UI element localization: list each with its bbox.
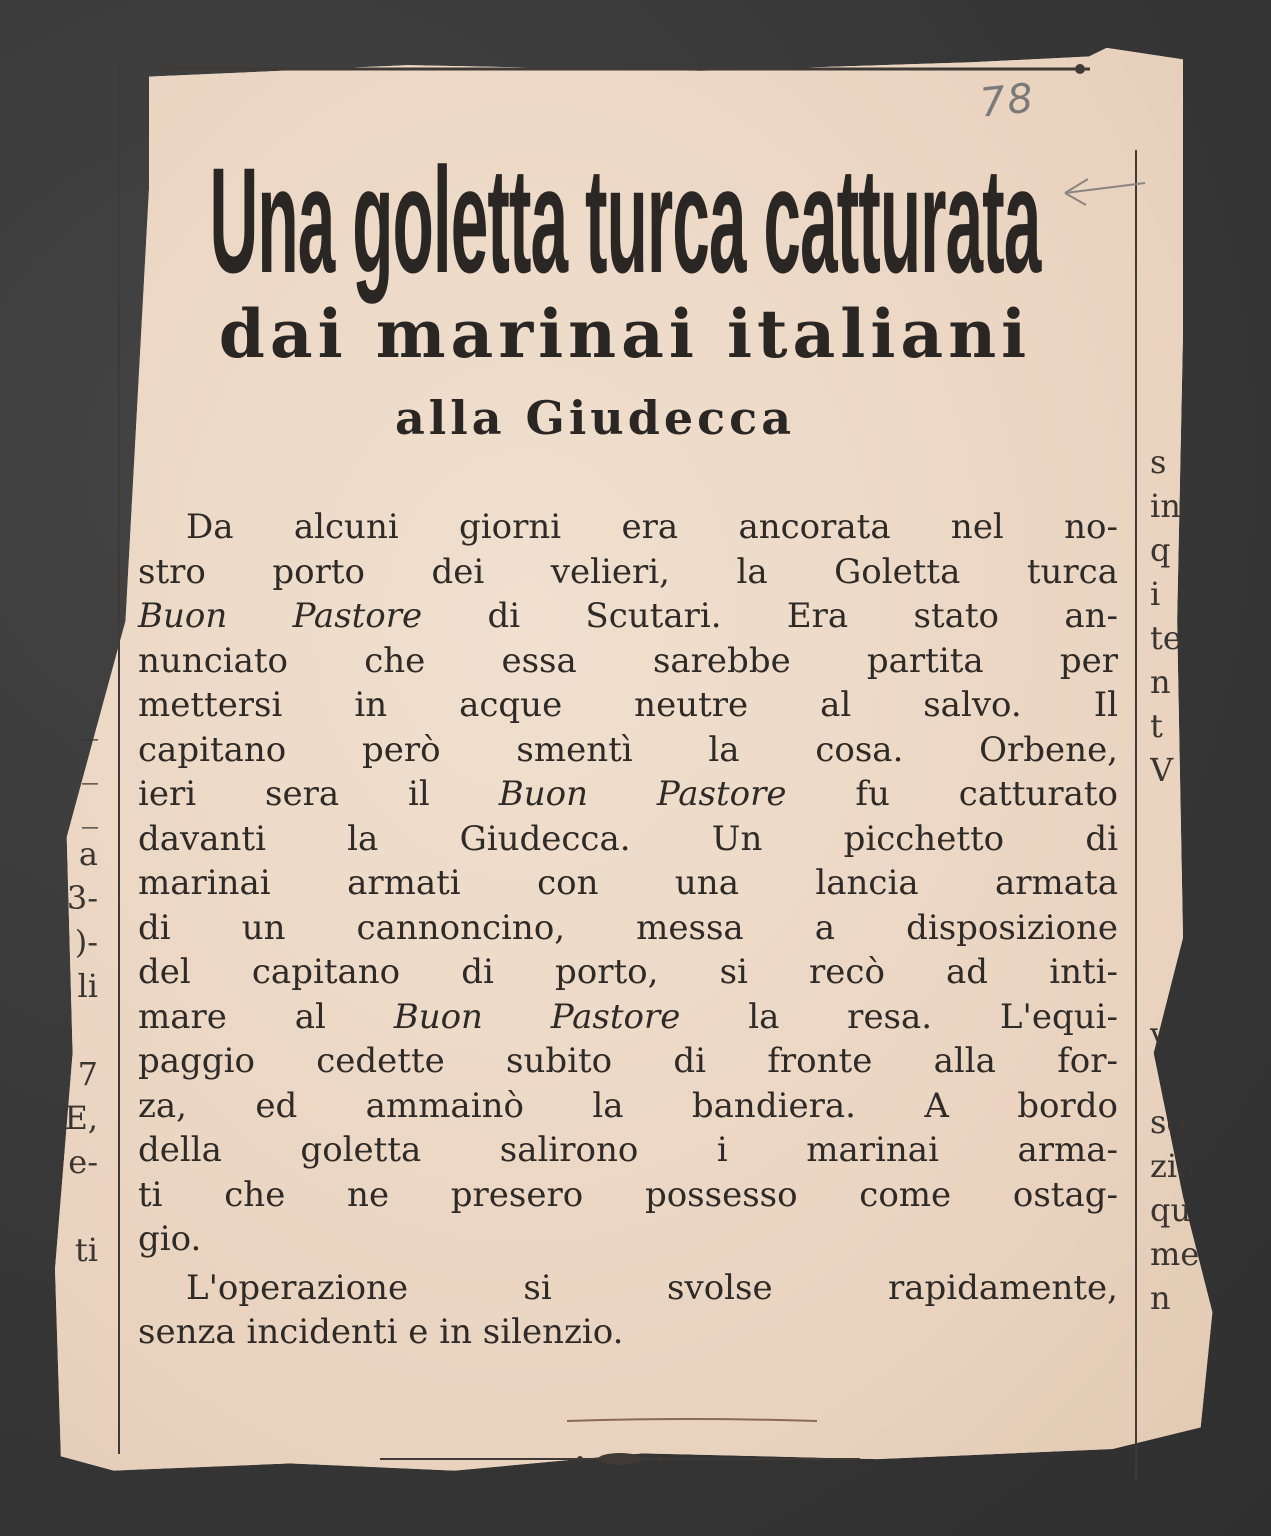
article-line-text xyxy=(138,594,1118,639)
text-run: nunciato che essa sarebbe partita per xyxy=(138,640,1118,681)
neighbor-column-fragment: E, xyxy=(64,1099,98,1137)
text-run: davanti la Giudecca. Un picchetto di xyxy=(138,818,1118,859)
ship-name: Buon Pastore xyxy=(498,774,787,814)
text-run: di un cannoncino, messa a disposizione xyxy=(138,907,1118,948)
neighbor-column-fragment xyxy=(58,1184,98,1228)
column-rule-left xyxy=(118,64,120,1454)
neighbor-column-fragment: _ xyxy=(82,747,98,785)
article-line-text xyxy=(138,639,1118,684)
article-line xyxy=(138,1128,1118,1173)
text-run: mare al xyxy=(138,996,394,1037)
article-line xyxy=(138,550,1118,595)
neighbor-column-fragment: li xyxy=(77,967,98,1005)
neighbor-column-fragment: in xyxy=(1150,487,1181,525)
neighbor-column-fragment: ti xyxy=(74,1231,98,1269)
handwritten-page-number: 78 xyxy=(977,75,1038,127)
neighbor-column-fragment: V xyxy=(1150,751,1174,789)
text-run: ieri sera il xyxy=(138,774,499,814)
article-line xyxy=(138,950,1118,995)
neighbor-column-fragment: v xyxy=(1150,1015,1169,1053)
neighbor-column-fragment: me xyxy=(1150,1235,1200,1273)
article-line xyxy=(138,683,1118,728)
text-run: mettersi in acque neutre al salvo. Il xyxy=(138,685,1118,725)
neighbor-column-fragment: n xyxy=(1150,663,1171,701)
neighbor-column-fragment xyxy=(1150,1056,1230,1100)
headline-location: alla Giudecca xyxy=(394,391,796,445)
neighbor-column-fragment: te xyxy=(1150,619,1182,657)
article-line-text xyxy=(138,1310,1118,1355)
text-run: ti che ne presero possesso come ostag- xyxy=(138,1174,1118,1215)
top-ornament-rule xyxy=(160,62,1090,76)
article-line-text xyxy=(138,550,1118,595)
neighbor-column-fragment xyxy=(58,1008,98,1052)
article-line-text xyxy=(138,950,1118,995)
article-line-text xyxy=(138,906,1118,951)
article-line xyxy=(138,995,1118,1040)
text-run: della goletta salirono i marinai arma- xyxy=(138,1130,1118,1170)
neighbor-column-fragment xyxy=(1150,792,1230,836)
article-line xyxy=(138,1310,1118,1355)
text-run: Da alcuni giorni era ancorata nel no- xyxy=(186,507,1118,547)
pencil-underline xyxy=(565,1415,820,1425)
article-line-text xyxy=(138,1173,1118,1218)
article-line xyxy=(138,1217,1118,1262)
neighbor-column-fragment: zia xyxy=(1150,1147,1197,1185)
neighbor-column-fragment: s xyxy=(1150,443,1167,481)
neighbor-column-fragment xyxy=(1150,836,1230,880)
article-line-text xyxy=(138,817,1118,862)
headline-subtitle: dai marinai italiani xyxy=(218,295,1032,373)
article-line-text xyxy=(138,1039,1118,1084)
article-line-text xyxy=(138,995,1118,1040)
neighbor-column-fragment: so xyxy=(1150,1103,1186,1141)
text-run: L'operazione si svolse rapidamente, xyxy=(186,1267,1118,1308)
article-line-text xyxy=(138,861,1118,906)
neighbor-column-fragment: _ xyxy=(82,791,98,829)
article-line xyxy=(138,505,1118,550)
neighbor-column-fragment xyxy=(1150,924,1230,968)
neighbor-column-fragment: n xyxy=(1150,1279,1171,1317)
bottom-ornament-rule xyxy=(380,1452,860,1466)
text-run: paggio cedette subito di fronte alla for- xyxy=(138,1041,1118,1081)
neighbor-column-fragment: q xyxy=(1150,531,1171,569)
article-line-text xyxy=(138,728,1118,773)
text-run: del capitano di porto, si recò ad inti- xyxy=(138,952,1118,992)
neighbor-column-fragment: a xyxy=(78,835,98,873)
article-line xyxy=(138,861,1118,906)
article-body xyxy=(138,505,1118,1355)
ship-name: Buon Pastore xyxy=(393,996,681,1037)
text-run: la resa. L'equi- xyxy=(680,996,1118,1037)
neighbor-column-fragment: )- xyxy=(74,923,98,961)
article-line xyxy=(138,906,1118,951)
article-line-text xyxy=(138,772,1118,817)
text-run: za, ed ammainò la bandiera. A bordo xyxy=(138,1085,1118,1126)
article-line-text xyxy=(186,1266,1118,1311)
text-run: stro porto dei velieri, la Goletta turca xyxy=(138,551,1118,592)
text-run: senza incidenti e in silenzio. xyxy=(138,1312,624,1352)
article-line-text xyxy=(186,505,1118,550)
neighbor-column-fragment xyxy=(1150,968,1230,1012)
column-rule-right xyxy=(1135,150,1137,1480)
article-line-text xyxy=(138,683,1118,728)
neighbor-column-fragment: 7 xyxy=(77,1055,98,1093)
text-run: di Scutari. Era stato an- xyxy=(422,596,1118,636)
neighbor-column-fragment: i xyxy=(1150,575,1161,613)
text-run: capitano però smentì la cosa. Orbene, xyxy=(138,729,1118,770)
text-run: marinai armati con una lancia armata xyxy=(138,863,1118,903)
neighbor-column-fragment xyxy=(1150,880,1230,924)
article-line xyxy=(138,639,1118,684)
article-line xyxy=(138,1266,1118,1311)
left-column-fragments xyxy=(58,700,98,1272)
article-line-text xyxy=(138,1217,1118,1262)
article-line xyxy=(138,1173,1118,1218)
article-line-text xyxy=(138,1128,1118,1173)
text-run: gio. xyxy=(138,1219,202,1259)
right-column-fragments xyxy=(1150,440,1230,1320)
article-line xyxy=(138,772,1118,817)
neighbor-column-fragment: 3- xyxy=(66,879,98,917)
neighbor-column-fragment: qu xyxy=(1150,1191,1192,1229)
headline xyxy=(150,136,1100,448)
neighbor-column-fragment: e- xyxy=(68,1143,98,1181)
article-line xyxy=(138,817,1118,862)
article-line xyxy=(138,594,1118,639)
article-line-text xyxy=(138,1084,1118,1129)
article-line xyxy=(138,1084,1118,1129)
article-line xyxy=(138,728,1118,773)
article-line xyxy=(138,1039,1118,1084)
neighbor-column-fragment: t xyxy=(1150,707,1163,745)
headline-title: Una goletta turca catturata xyxy=(209,136,1041,304)
neighbor-column-fragment: _ xyxy=(82,703,98,741)
ship-name: Buon Pastore xyxy=(138,596,423,636)
text-run: fu catturato xyxy=(786,774,1118,814)
